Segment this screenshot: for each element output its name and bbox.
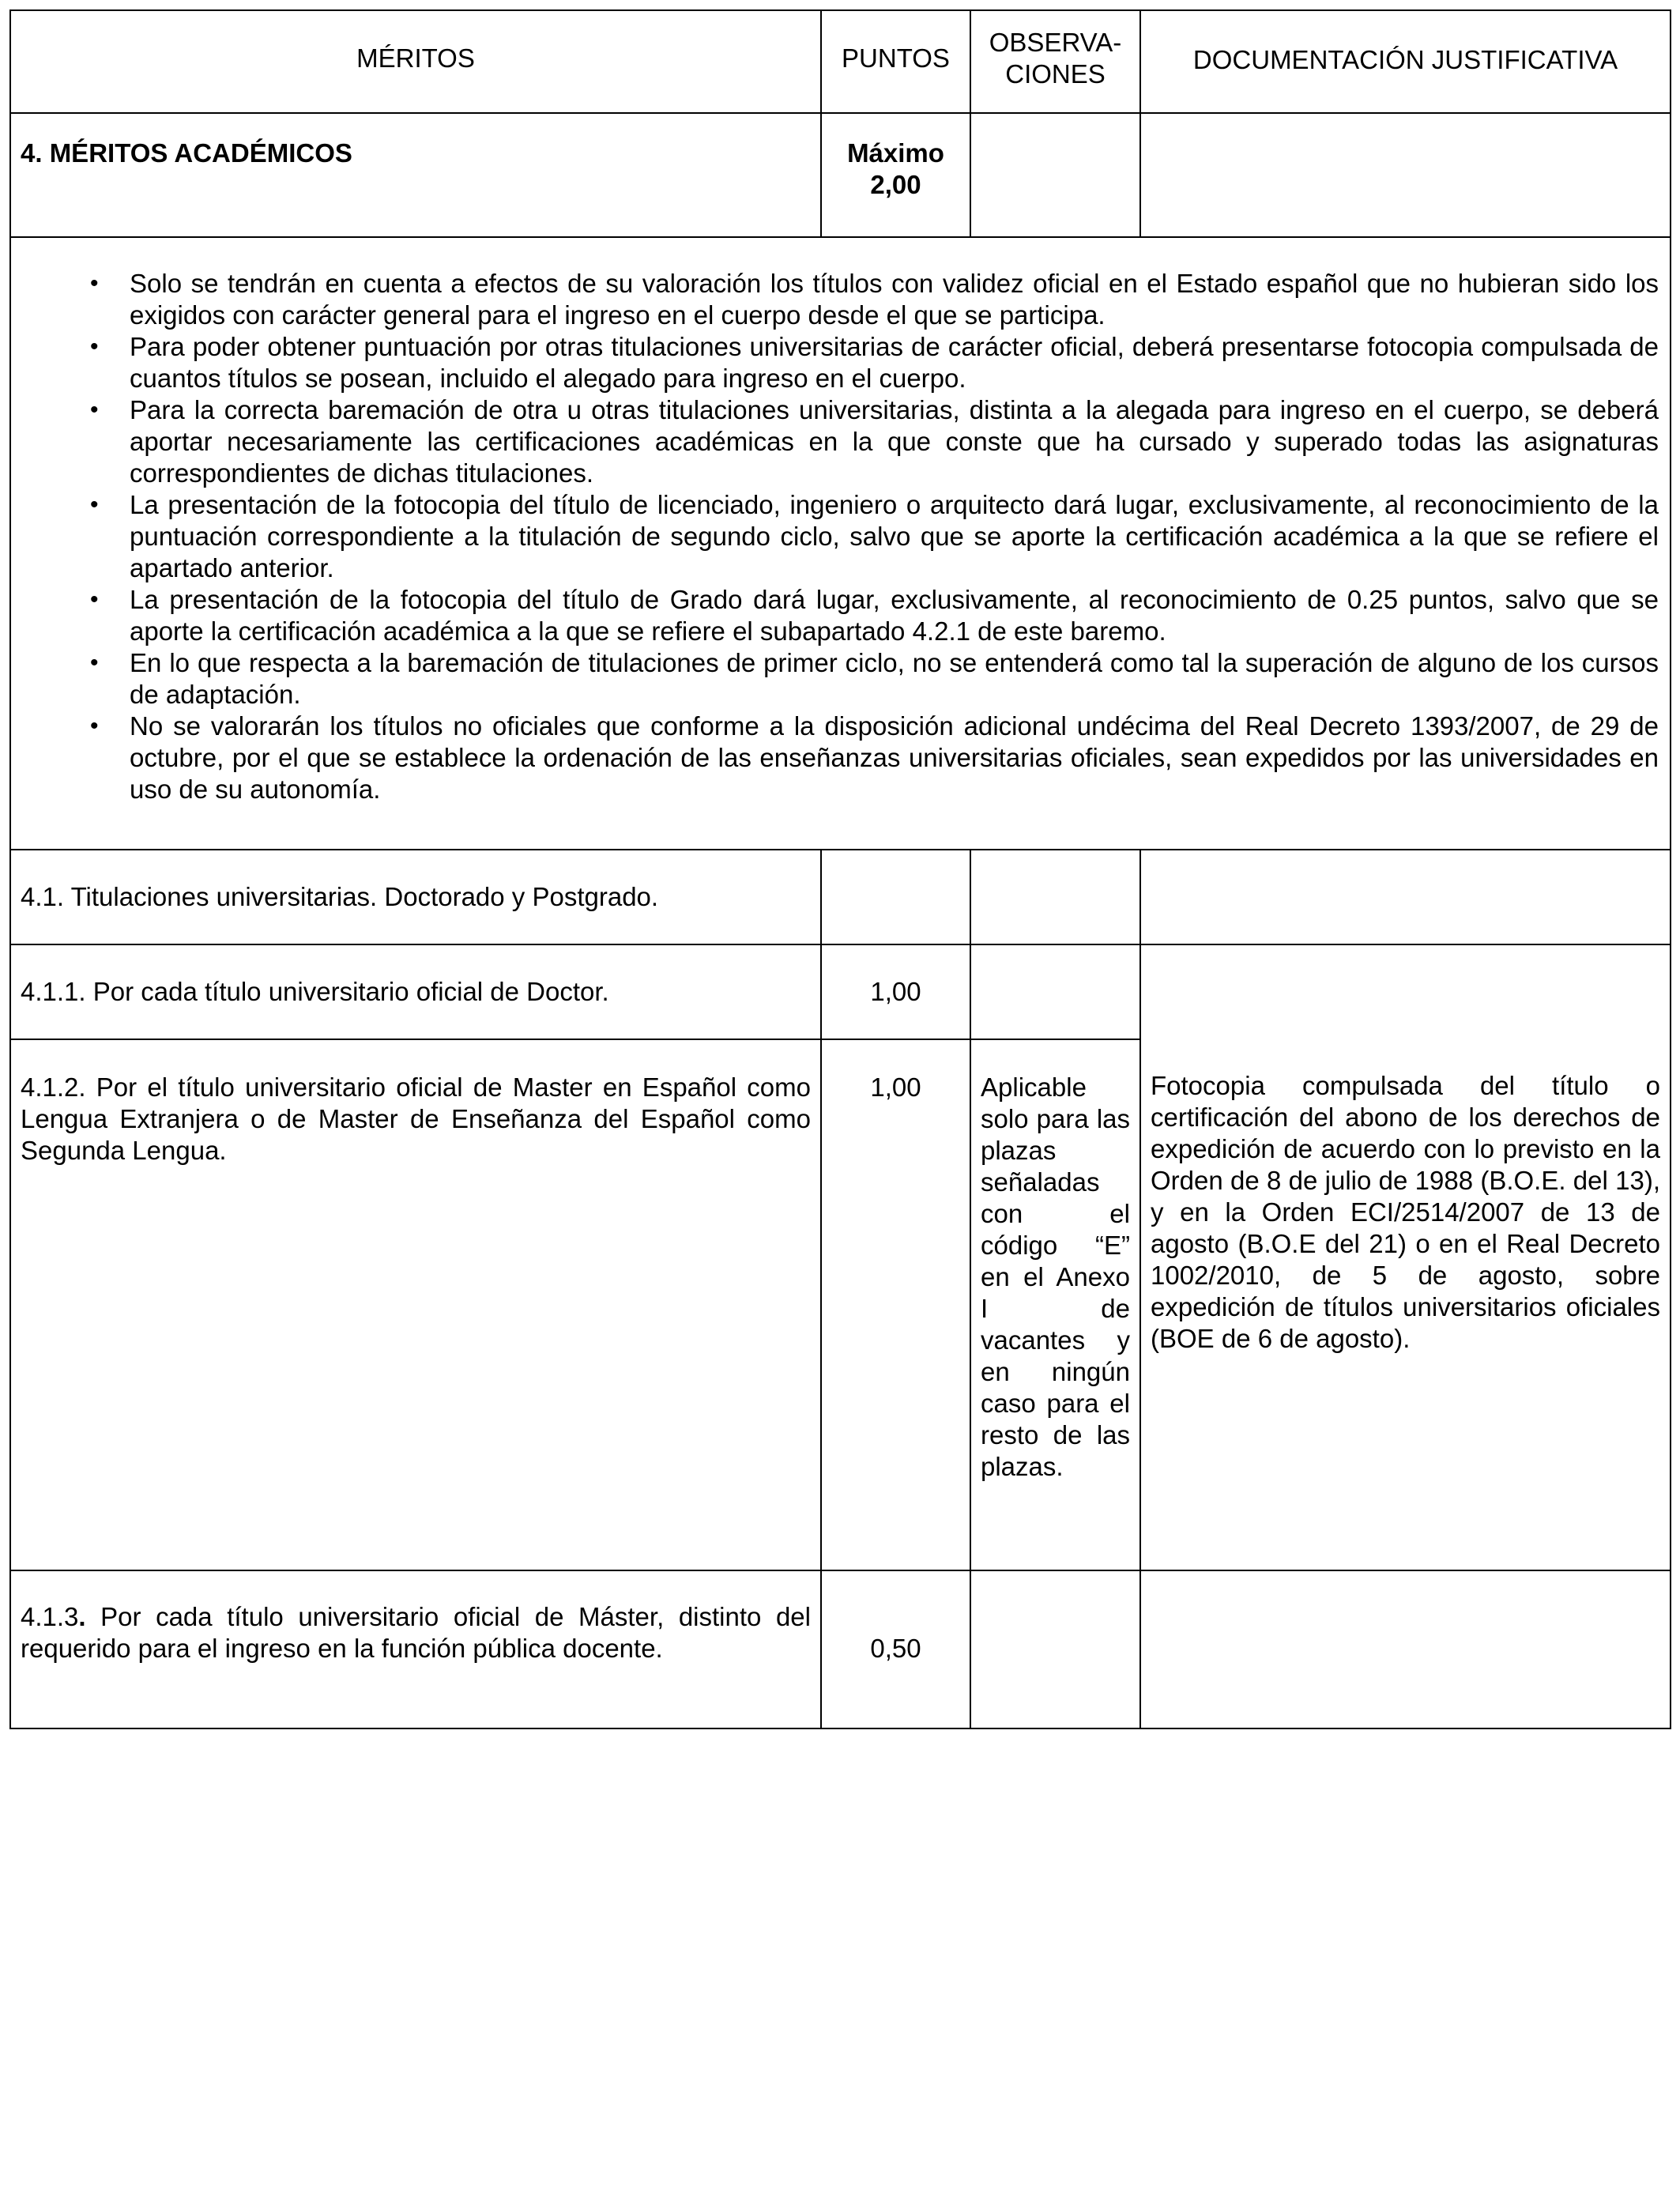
section-4-documentation xyxy=(1140,113,1671,237)
item-413-dot: . xyxy=(78,1602,86,1631)
item-413-text: Por cada título universitario oficial de Máster, distinto del requerido para el ingreso en la función pública docente. xyxy=(21,1602,811,1663)
item-412-points: 1,00 xyxy=(821,1039,970,1570)
note-text: Solo se tendrán en cuenta a efectos de su valoración los títulos con validez oficial en el Estado español que no hubieran sido los exigidos con carácter general para el ingreso en el cuerpo desde el que se participa. xyxy=(130,269,1659,330)
item-413-cell xyxy=(10,1570,821,1728)
list-item xyxy=(22,331,1659,394)
note-text: No se valorarán los títulos no oficiales que conforme a la disposición adicional undécima del Real Decreto 1393/2007, de 29 de octubre, por el que se establece la ordenación de las enseñanzas universitarias oficiales, sean expedidos por las universidades en uso de su autonomía. xyxy=(130,711,1659,804)
notes-row xyxy=(10,237,1671,850)
list-item xyxy=(22,268,1659,331)
section-41-observations xyxy=(970,850,1140,944)
header-documentacion: DOCUMENTACIÓN JUSTIFICATIVA xyxy=(1140,10,1671,113)
header-observaciones xyxy=(970,10,1140,113)
section-4-row xyxy=(10,113,1671,237)
item-413-documentation xyxy=(1140,1570,1671,1728)
notes-cell xyxy=(10,237,1671,850)
header-observaciones-text: OBSERVA- CIONES xyxy=(989,28,1122,89)
list-item xyxy=(22,711,1659,805)
item-411-row xyxy=(10,944,1671,1039)
item-413-points-cell xyxy=(821,1570,970,1728)
section-4-title: 4. MÉRITOS ACADÉMICOS xyxy=(10,113,821,237)
section-4-points xyxy=(821,113,970,237)
header-puntos: PUNTOS xyxy=(821,10,970,113)
bullet-icon: • xyxy=(90,586,99,613)
notes-list xyxy=(22,268,1659,805)
list-item xyxy=(22,647,1659,711)
item-411-text: 4.1.1. Por cada título universitario oficial de Doctor. xyxy=(10,944,821,1039)
note-text: Para la correcta baremación de otra u otras titulaciones universitarias, distinta a la alegada para ingreso en el cuerpo, se deberá aportar necesariamente las certificaciones académicas en la que conste que ha cursado y superado todas las asignaturas correspondientes de dichas titulaciones. xyxy=(130,395,1659,488)
item-411-points: 1,00 xyxy=(821,944,970,1039)
header-meritos: MÉRITOS xyxy=(10,10,821,113)
documentation-41-text: Fotocopia compulsada del título o certificación del abono de los derechos de expedición de acuerdo con lo previsto en la Orden de 8 de julio de 1988 (B.O.E. del 13), y en la Orden ECI/2514/2007 de 13 de agosto (B.O.E del 21) o en el Real Decreto 1002/2010, de 5 de agosto, sobre expedición de títulos universitarios oficiales (BOE de 6 de agosto). xyxy=(1151,1071,1660,1353)
bullet-icon: • xyxy=(90,270,99,296)
list-item xyxy=(22,584,1659,647)
bullet-icon: • xyxy=(90,334,99,360)
item-412-text: 4.1.2. Por el título universitario oficial de Master en Español como Lengua Extranjera o de Master de Enseñanza del Español como Segunda Lengua. xyxy=(10,1039,821,1570)
section-4-observations xyxy=(970,113,1140,237)
item-413-row xyxy=(10,1570,1671,1728)
item-411-observations xyxy=(970,944,1140,1039)
bullet-icon: • xyxy=(90,492,99,518)
note-text: La presentación de la fotocopia del título de licenciado, ingeniero o arquitecto dará lugar, exclusivamente, al reconocimiento de la puntuación correspondiente a la titulación de segundo ciclo, salvo que se aporte la certificación académica a la que se refiere el apartado anterior. xyxy=(130,490,1659,582)
bullet-icon: • xyxy=(90,650,99,676)
section-41-points xyxy=(821,850,970,944)
list-item xyxy=(22,394,1659,489)
item-412-observations: Aplicable solo para las plazas señaladas con el código “E” en el Anexo I de vacantes y en ningún caso para el resto de las plazas. xyxy=(970,1039,1140,1570)
item-413-points: 0,50 xyxy=(870,1634,921,1663)
section-41-documentation xyxy=(1140,850,1671,944)
documentation-41-cell xyxy=(1140,944,1671,1570)
list-item xyxy=(22,489,1659,584)
bullet-icon: • xyxy=(90,713,99,739)
note-text: En lo que respecta a la baremación de titulaciones de primer ciclo, no se entenderá como tal la superación de alguno de los cursos de adaptación. xyxy=(130,648,1659,709)
item-413-number: 4.1.3 xyxy=(21,1602,79,1631)
item-413-observations xyxy=(970,1570,1140,1728)
section-4-points-text: Máximo 2,00 xyxy=(847,138,944,199)
table-header-row xyxy=(10,10,1671,113)
section-41-title: 4.1. Titulaciones universitarias. Doctorado y Postgrado. xyxy=(10,850,821,944)
section-41-row xyxy=(10,850,1671,944)
note-text: Para poder obtener puntuación por otras titulaciones universitarias de carácter oficial, deberá presentarse fotocopia compulsada de cuantos títulos se posean, incluido el alegado para ingreso en el cuerpo. xyxy=(130,332,1659,393)
merits-table xyxy=(9,9,1671,1729)
bullet-icon: • xyxy=(90,397,99,423)
note-text: La presentación de la fotocopia del título de Grado dará lugar, exclusivamente, al reconocimiento de 0.25 puntos, salvo que se aporte la certificación académica a la que se refiere el subapartado 4.2.1 de este baremo. xyxy=(130,585,1659,646)
